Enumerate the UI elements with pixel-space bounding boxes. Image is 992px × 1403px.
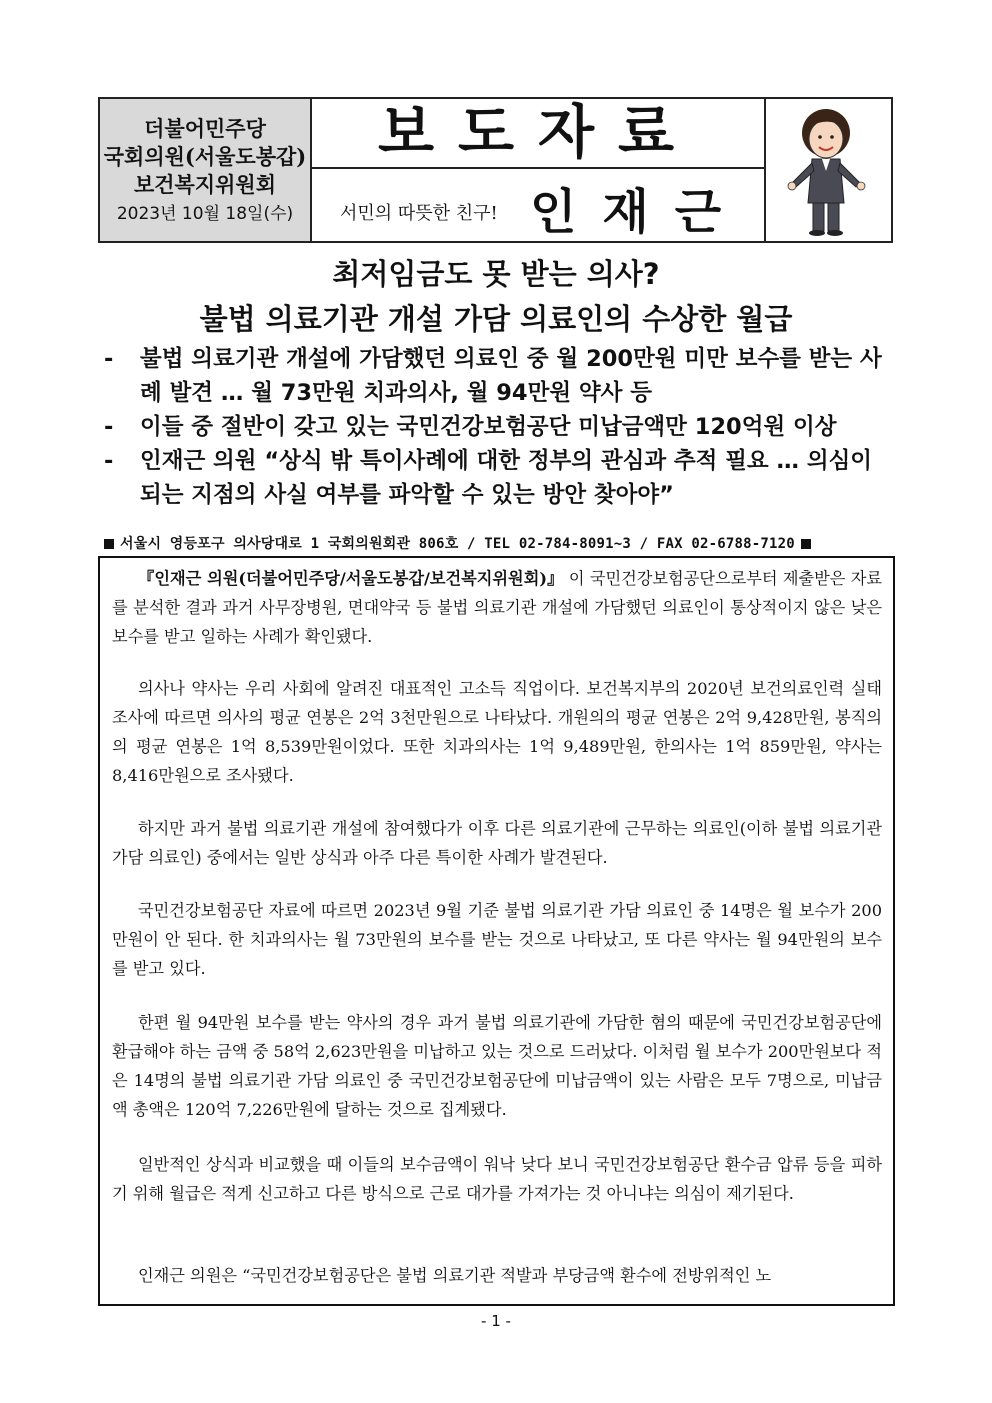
bullet-dash: - xyxy=(104,346,114,372)
office-name: 국회의원(서울도봉갑) xyxy=(103,144,307,169)
press-release-header xyxy=(98,97,893,243)
body-paragraph: 일반적인 상식과 비교했을 때 이들의 보수금액이 워낙 낮다 보니 국민건강보험공단 환수금 압류 등을 피하기 위해 월급은 적게 신고하고 다른 방식으로 근로 대가를 가져가는 것 아니냐는 의심이 제기된다. xyxy=(112,1155,882,1203)
bullet-text: 불법 의료기관 개설에 가담했던 의료인 중 월 200만원 미만 보수를 받는 사례 발견 … 월 73만원 치과의사, 월 94만원 약사 등 xyxy=(140,346,882,406)
article-body xyxy=(98,556,895,1306)
bullet-text: 이들 중 절반이 갖고 있는 국민건강보험공단 미납금액만 120억원 이상 xyxy=(140,414,837,440)
contact-address: 서울시 영등포구 의사당대로 1 국회의원회관 806호 / TEL 02-784-8091~3 / FAX 02-6788-7120 xyxy=(120,536,795,552)
slogan: 서민의 따뜻한 친구! xyxy=(340,203,498,224)
summary-bullet xyxy=(104,410,894,444)
summary-bullet xyxy=(104,444,894,512)
caricature-illustration xyxy=(766,99,889,241)
headline-main: 최저임금도 못 받는 의사? xyxy=(332,257,660,291)
square-bullet-icon xyxy=(801,539,811,549)
paragraph-text: 이 국민건강보험공단으로부터 제출받은 자료를 분석한 결과 과거 사무장병원, 면대약국 등 불법 의료기관 개설에 가담했던 의료인이 통상적이지 않은 낮은 보수를 받고 일하는 사례가 확인됐다. xyxy=(112,569,883,646)
bullet-text: 인재근 의원 “상식 밖 특이사례에 대한 정부의 관심과 추적 필요 … 의심이 되는 지점의 사실 여부를 파악할 수 있는 방안 찾아야” xyxy=(140,448,873,508)
document-type-title: 보도자료 xyxy=(312,99,764,169)
lawmaker-name: 인재근 xyxy=(530,184,748,240)
body-paragraph: 하지만 과거 불법 의료기관 개설에 참여했다가 이후 다른 의료기관에 근무하는 의료인(이하 불법 의료기관 가담 의료인) 중에서는 일반 상식과 아주 다른 특이한 사례가 발견된다. xyxy=(112,819,882,867)
lawmaker-reference: 『인재근 의원(더불어민주당/서울도봉갑/보건복지위원회)』 xyxy=(138,569,564,588)
body-paragraph xyxy=(112,564,882,651)
contact-address-bar xyxy=(98,533,898,553)
square-bullet-icon xyxy=(104,539,114,549)
body-paragraph: 인재근 의원은 “국민건강보험공단은 불법 의료기관 적발과 부당금액 환수에 전방위적인 노 xyxy=(138,1266,772,1285)
page-number: - 1 - xyxy=(481,1312,511,1330)
body-paragraph: 의사나 약사는 우리 사회에 알려진 대표적인 고소득 직업이다. 보건복지부의 2020년 보건의료인력 실태조사에 따르면 의사의 평균 연봉은 2억 3천만원으로 나타났다. 개원의의 평균 연봉은 2억 9,428만원, 봉직의의 평균 연봉은 1억 8,539만원이었다. 또한 치과의사는 1억 9,489만원, 한의사는 1억 859만원, 약사는 8,416만원으로 조사됐다. xyxy=(112,679,882,785)
release-date: 2023년 10월 18일(수) xyxy=(116,204,294,224)
bullet-dash: - xyxy=(104,414,114,440)
committee-name: 보건복지위원회 xyxy=(133,172,276,197)
bullet-dash: - xyxy=(104,448,114,474)
headline-sub: 불법 의료기관 개설 가담 의료인의 수상한 월급 xyxy=(199,302,793,336)
sender-info xyxy=(100,99,312,241)
summary-bullets xyxy=(104,342,894,512)
lawmaker-caricature xyxy=(764,99,891,241)
party-name: 더불어민주당 xyxy=(144,116,266,141)
body-paragraph: 한편 월 94만원 보수를 받는 약사의 경우 과거 불법 의료기관에 가담한 혐의 때문에 국민건강보험공단에 환급해야 하는 금액 중 58억 2,623만원을 미납하고 있는 것으로 드러났다. 이처럼 월 보수가 200만원보다 적은 14명의 불법 의료기관 가담 의료인 중 국민건강보험공단에 미납금액이 있는 사람은 모두 7명으로, 미납금액 총액은 120억 7,226만원에 달하는 것으로 집계됐다. xyxy=(112,1013,882,1119)
summary-bullet xyxy=(104,342,894,410)
lawmaker-banner xyxy=(312,169,764,241)
body-paragraph: 국민건강보험공단 자료에 따르면 2023년 9월 기준 불법 의료기관 가담 의료인 중 14명은 월 보수가 200만원이 안 된다. 한 치과의사는 월 73만원의 보수를 받는 것으로 나타났고, 또 다른 약사는 월 94만원의 보수를 받고 있다. xyxy=(112,901,882,978)
